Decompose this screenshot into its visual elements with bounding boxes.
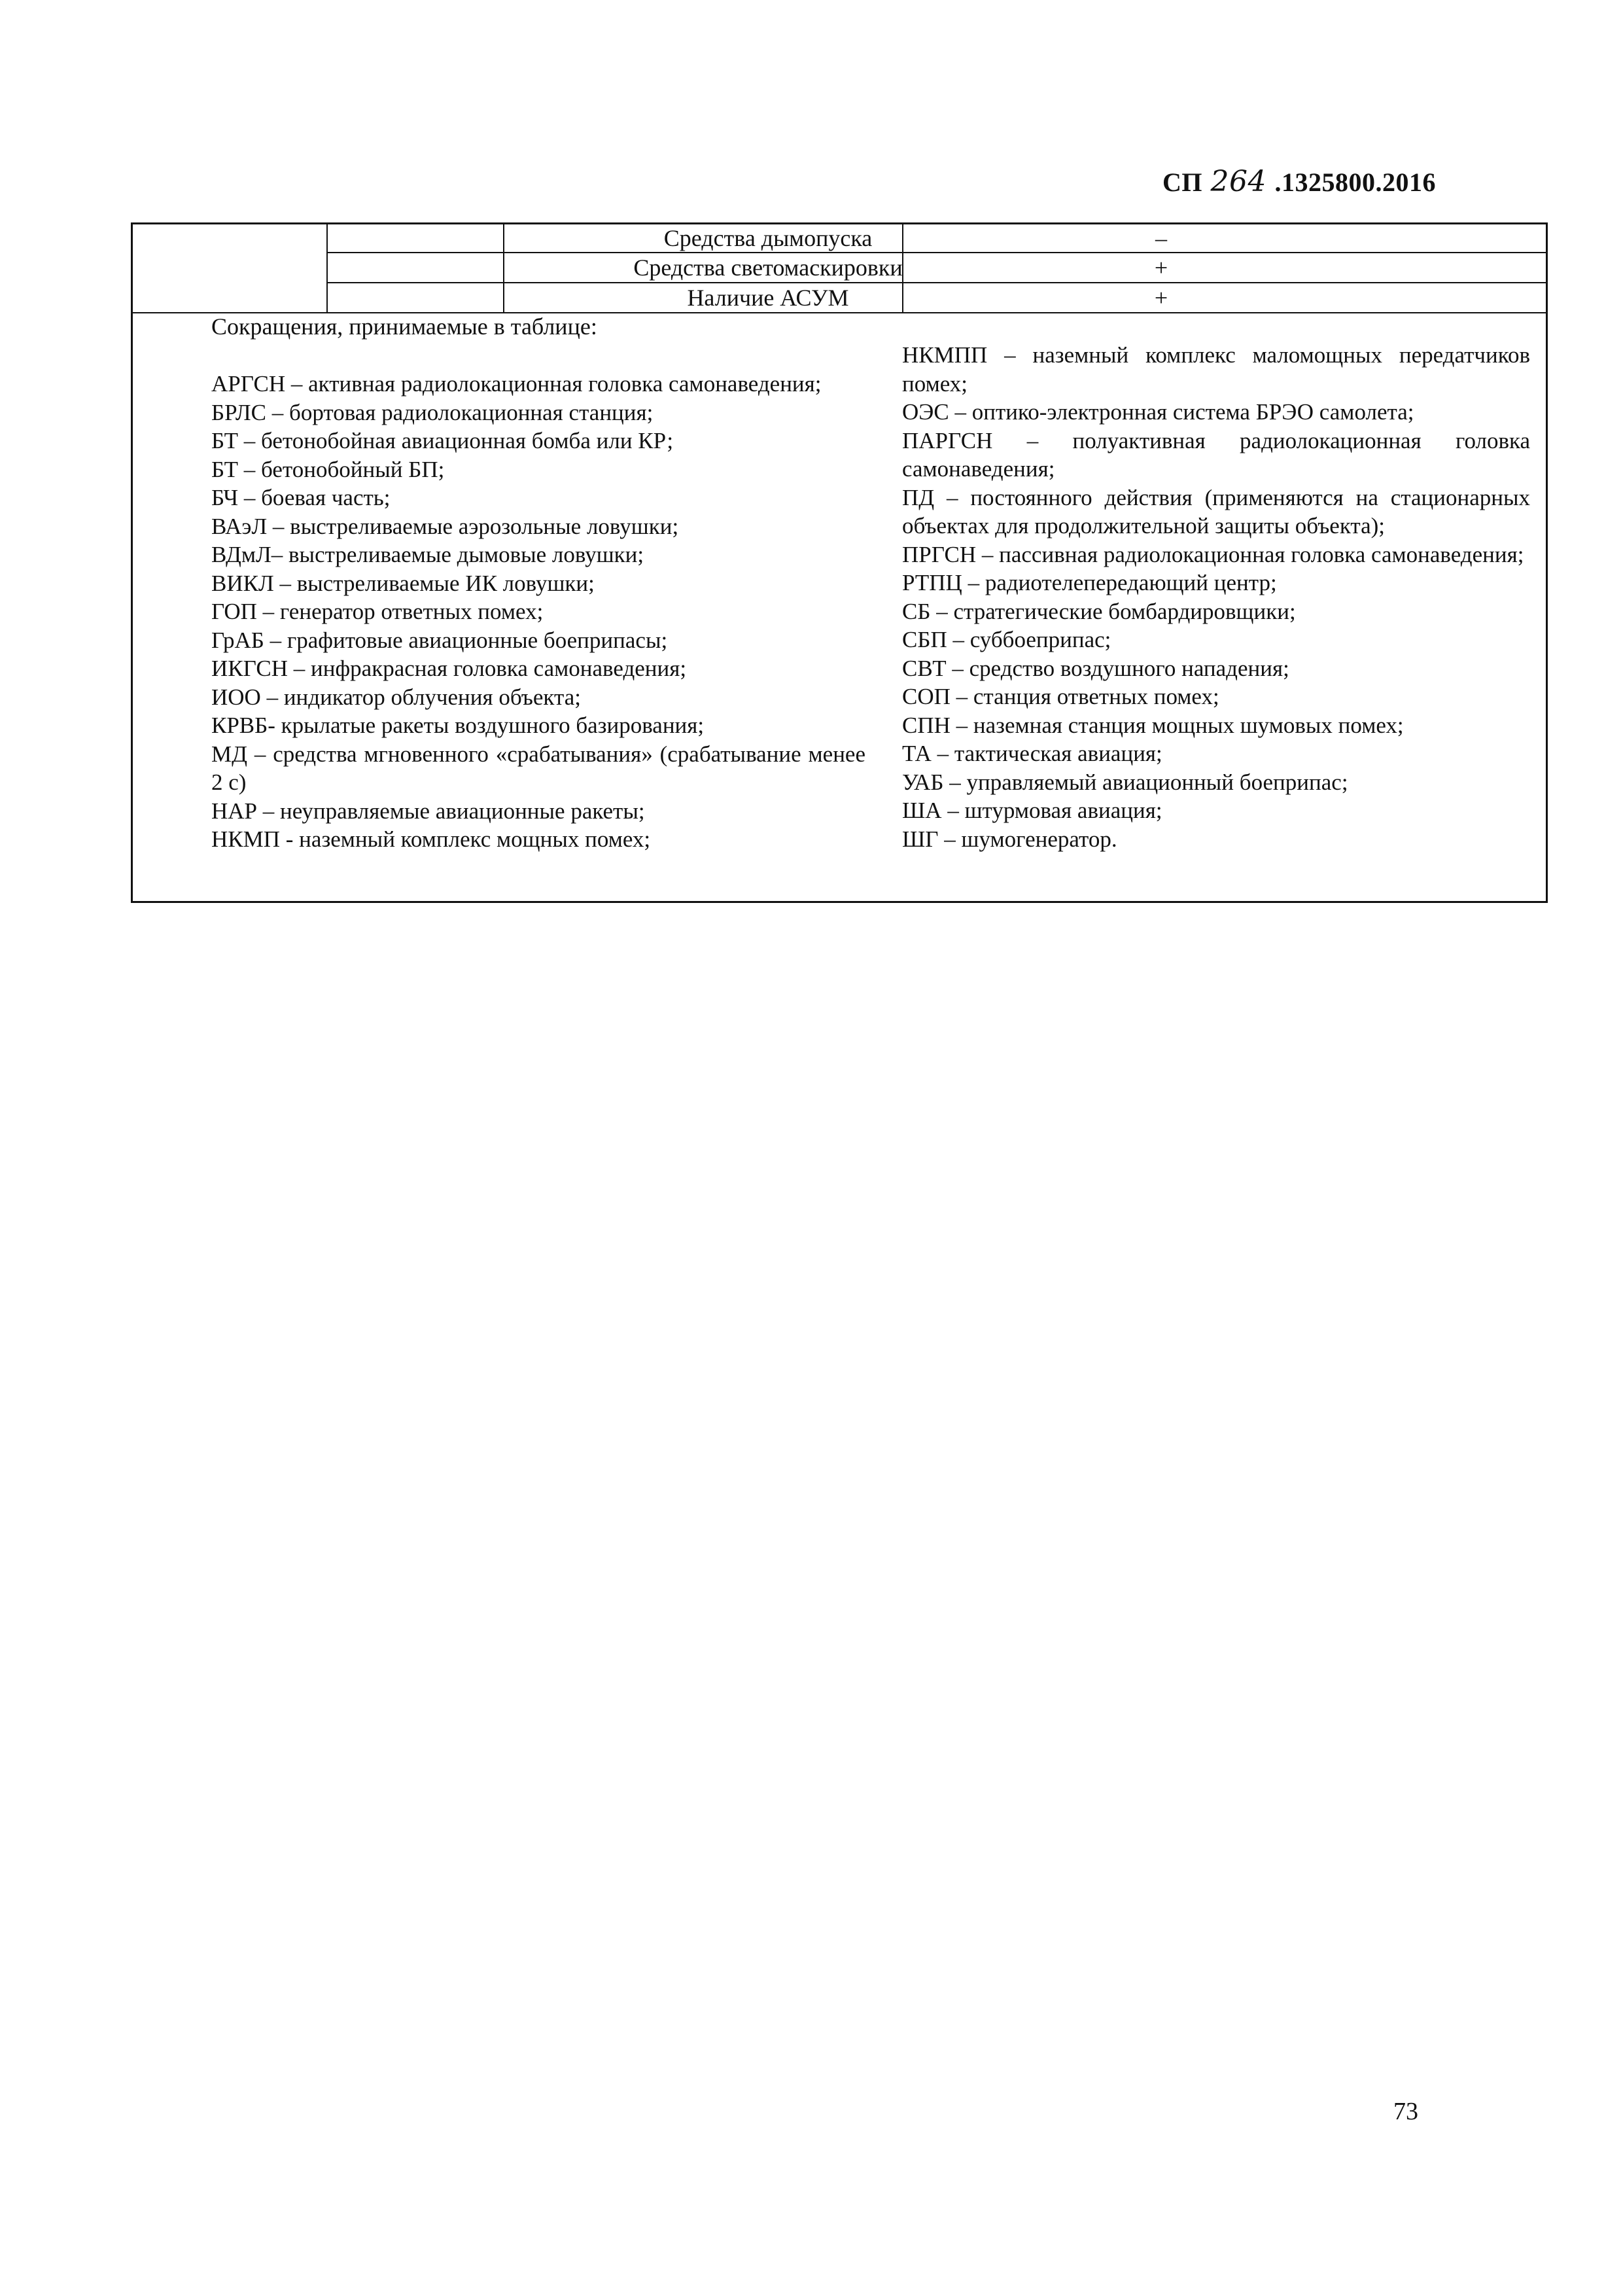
list-item: БЧ – боевая часть; (211, 485, 391, 510)
abbreviations-left-column (211, 370, 865, 854)
list-item: ИОО – индикатор облучения объекта; (211, 684, 581, 710)
list-item: СБ – стратегические бомбардировщики; (902, 598, 1296, 624)
table-row-label: Средства дымопуска (663, 225, 873, 251)
table-line (326, 252, 1548, 253)
list-item: РТПЦ – радиотелепередающий центр; (902, 570, 1277, 595)
list-item: БРЛС – бортовая радиолокационная станция; (211, 399, 654, 425)
table-row-value: + (1154, 255, 1168, 281)
list-item: СПН – наземная станция мощных шумовых помех; (902, 712, 1404, 738)
table-line (326, 224, 328, 312)
list-item: БТ – бетонобойная авиационная бомба или КР; (211, 428, 674, 453)
list-item: ИКГСН – инфракрасная головка самонаведения; (211, 656, 687, 681)
table-row-label: Средства светомаскировки (633, 255, 903, 281)
code-prefix: СП (1162, 168, 1203, 197)
list-item: НКМПП – наземный комплекс маломощных передатчиков помех; (902, 342, 1530, 397)
list-item: МД – средства мгновенного «срабатывания» (срабатывание менее 2 с) (211, 741, 865, 795)
notes-heading: Сокращения, принимаемые в таблице: (211, 313, 597, 340)
list-item: ПРГСН – пассивная радиолокационная головка самонаведения; (902, 541, 1524, 567)
list-item: ШГ – шумогенератор. (902, 826, 1117, 852)
list-item: НАР – неуправляемые авиационные ракеты; (211, 798, 645, 824)
list-item: АРГСН – активная радиолокационная головка самонаведения; (211, 371, 822, 397)
table-row-value: – (1155, 225, 1167, 251)
document-code (1162, 165, 1436, 198)
list-item: ВДмЛ– выстреливаемые дымовые ловушки; (211, 542, 644, 567)
abbreviations-table (131, 222, 1548, 903)
list-item: СВТ – средство воздушного нападения; (902, 655, 1289, 681)
list-item: ГОП – генератор ответных помех; (211, 599, 544, 624)
list-item: ША – штурмовая авиация; (902, 798, 1162, 823)
list-item: СОП – станция ответных помех; (902, 684, 1219, 709)
table-line (326, 282, 1548, 283)
list-item: УАБ – управляемый авиационный боеприпас; (902, 769, 1348, 795)
list-item: СБП – суббоеприпас; (902, 627, 1111, 652)
table-row-label: Наличие АСУМ (687, 285, 849, 311)
page-number: 73 (1393, 2098, 1418, 2125)
list-item: НКМП - наземный комплекс мощных помех; (211, 826, 651, 852)
list-item: БТ – бетонобойный БП; (211, 456, 445, 482)
abbreviations-right-column (902, 341, 1530, 853)
list-item: ПАРГСН – полуактивная радиолокационная головка самонаведения; (902, 427, 1530, 482)
list-item: ПД – постоянного действия (применяются на стационарных объектах для продолжительной защиты объекта); (902, 484, 1530, 539)
list-item: КРВБ- крылатые ракеты воздушного базирования; (211, 713, 705, 738)
list-item: ВИКЛ – выстреливаемые ИК ловушки; (211, 570, 595, 596)
list-item: ВАэЛ – выстреливаемые аэрозольные ловушки; (211, 513, 679, 539)
list-item: ТА – тактическая авиация; (902, 741, 1162, 766)
list-item: ГрАБ – графитовые авиационные боеприпасы; (211, 627, 668, 653)
code-suffix: .1325800.2016 (1274, 168, 1436, 197)
table-row-value: + (1154, 285, 1168, 311)
handwritten-code-number: 264 (1210, 165, 1266, 198)
list-item: ОЭС – оптико-электронная система БРЭО самолета; (902, 399, 1414, 425)
